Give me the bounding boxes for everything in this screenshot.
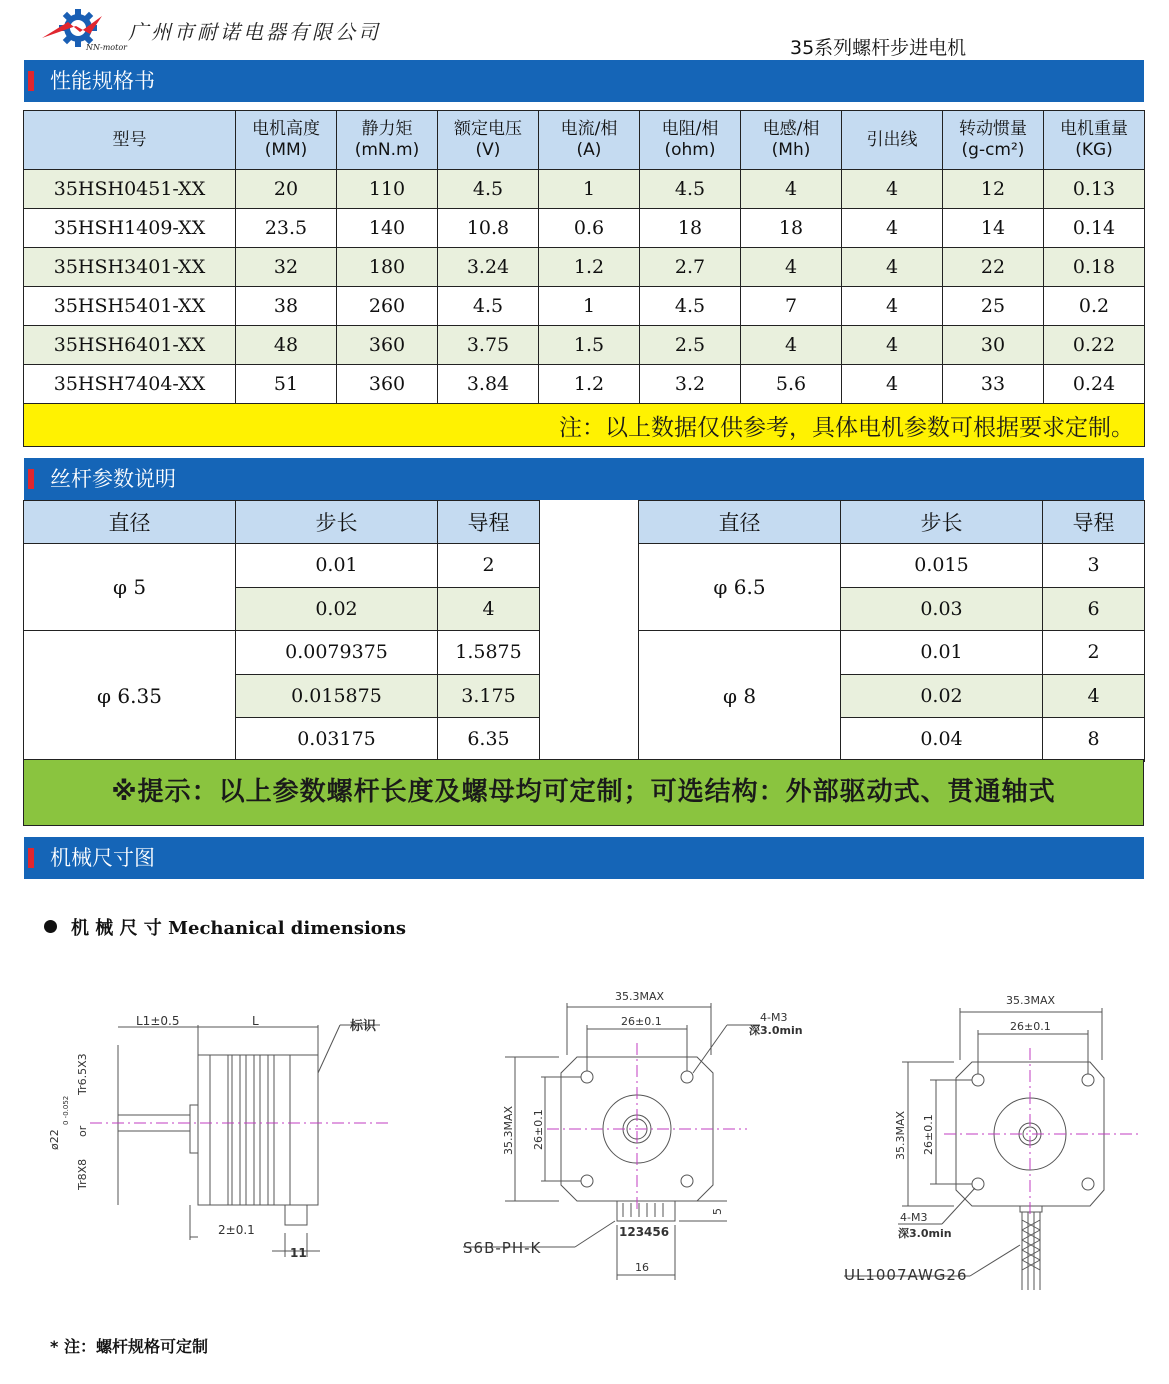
note-row xyxy=(24,404,1145,447)
section-header-mech xyxy=(24,837,1144,879)
motor-body xyxy=(198,1055,318,1205)
table-cell: 0.18 xyxy=(1044,248,1145,287)
section-header-screw xyxy=(24,458,1144,500)
table-cell: 0.03 xyxy=(841,587,1043,631)
table-cell: 18 xyxy=(640,209,741,248)
table-cell: 140 xyxy=(337,209,438,248)
wire-label: UL1007AWG26 xyxy=(844,1266,968,1284)
table-cell: 23.5 xyxy=(236,209,337,248)
col-header: 导程 xyxy=(438,501,540,544)
table-cell: 0.02 xyxy=(841,674,1043,718)
depth-label: 深3.0min xyxy=(749,1024,803,1037)
table-cell: 14 xyxy=(943,209,1044,248)
or-label: or xyxy=(76,1125,89,1137)
table-cell: 4.5 xyxy=(438,287,539,326)
table-row xyxy=(24,248,1145,287)
table-cell: 18 xyxy=(741,209,842,248)
table-cell: 1.2 xyxy=(539,365,640,404)
spec-header-row xyxy=(24,111,1145,170)
model-cell: 35HSH6401-XX xyxy=(24,326,236,365)
table-row xyxy=(24,631,540,675)
table-cell: 1 xyxy=(539,170,640,209)
table-cell: 0.6 xyxy=(539,209,640,248)
col-header: 电机重量 (KG) xyxy=(1044,111,1145,170)
table-cell: 1.5 xyxy=(539,326,640,365)
table-cell: 0.13 xyxy=(1044,170,1145,209)
screws-label: 4-M3 xyxy=(760,1011,788,1024)
table-cell: 4 xyxy=(842,170,943,209)
five-label: 5 xyxy=(711,1208,724,1215)
front-view-drawing xyxy=(455,985,815,1290)
max-height-label: 35.3MAX xyxy=(502,1105,515,1155)
table-cell: 0.04 xyxy=(841,718,1043,762)
table-cell: 0.0079375 xyxy=(236,631,438,675)
model-cell: 35HSH7404-XX xyxy=(24,365,236,404)
col-header: 电机高度 (MM) xyxy=(236,111,337,170)
tr8-label: Tr8X8 xyxy=(76,1158,89,1190)
table-row xyxy=(24,326,1145,365)
rear-max-height-label: 35.3MAX xyxy=(894,1110,907,1160)
col-header: 静力矩 (mN.m) xyxy=(337,111,438,170)
mech-title-text: 机 械 尺 寸 Mechanical dimensions xyxy=(71,918,407,939)
lead-wires xyxy=(1022,1212,1040,1280)
side-view-drawing xyxy=(40,1005,400,1265)
table-cell: 0.03175 xyxy=(236,718,438,762)
lead-header-row xyxy=(24,501,540,544)
table-cell: 3.175 xyxy=(438,674,540,718)
section-title: 性能规格书 xyxy=(50,69,155,93)
table-cell: 4 xyxy=(438,587,540,631)
table-cell: 7 xyxy=(741,287,842,326)
rear-screws-label: 4-M3 xyxy=(900,1211,928,1224)
table-cell: 4 xyxy=(741,170,842,209)
table-cell: 0.01 xyxy=(236,544,438,588)
spec-table xyxy=(23,110,1145,447)
rear-max-width-label: 35.3MAX xyxy=(1006,994,1056,1007)
customization-tip: ※提示：以上参数螺杆长度及螺母均可定制；可选结构：外部驱动式、贯通轴式 xyxy=(23,759,1144,826)
diameter-cell: φ 6.5 xyxy=(639,544,841,631)
max-width-label: 35.3MAX xyxy=(615,990,665,1003)
table-cell: 1.5875 xyxy=(438,631,540,675)
eleven-label: 11 xyxy=(290,1246,307,1260)
table-cell: 0.2 xyxy=(1044,287,1145,326)
rear-depth-label: 深3.0min xyxy=(898,1227,952,1240)
l-label: L xyxy=(252,1014,259,1028)
table-cell: 4 xyxy=(842,209,943,248)
connector-label: S6B-PH-K xyxy=(463,1239,542,1257)
col-header: 步长 xyxy=(841,501,1043,544)
rear-hole-spacing-label: 26±0.1 xyxy=(1010,1020,1051,1033)
sixteen-label: 16 xyxy=(635,1261,649,1274)
diameter-cell: φ 6.35 xyxy=(24,631,236,762)
col-header: 步长 xyxy=(236,501,438,544)
table-cell: 48 xyxy=(236,326,337,365)
lead-table-left xyxy=(23,500,540,762)
table-cell: 4 xyxy=(741,248,842,287)
table-cell: 0.015 xyxy=(841,544,1043,588)
col-header: 电阻/相 (ohm) xyxy=(640,111,741,170)
table-cell: 3.75 xyxy=(438,326,539,365)
table-cell: 3.24 xyxy=(438,248,539,287)
table-row xyxy=(24,287,1145,326)
section-title: 机械尺寸图 xyxy=(50,846,155,870)
mechanical-dimensions-title xyxy=(44,914,406,940)
section-marker xyxy=(28,848,34,868)
table-cell: 1 xyxy=(539,287,640,326)
table-cell: 4.5 xyxy=(640,287,741,326)
table-cell: 2 xyxy=(438,544,540,588)
company-logo xyxy=(40,8,127,52)
table-cell: 22 xyxy=(943,248,1044,287)
table-cell: 10.8 xyxy=(438,209,539,248)
table-row xyxy=(639,544,1145,588)
hole-spacing-label: 26±0.1 xyxy=(621,1015,662,1028)
lead-table-right xyxy=(638,500,1145,762)
table-cell: 4 xyxy=(1043,674,1145,718)
col-header: 电感/相 (Mh) xyxy=(741,111,842,170)
section-header-spec xyxy=(24,60,1144,102)
diameter-cell: φ 5 xyxy=(24,544,236,631)
col-header: 额定电压 (V) xyxy=(438,111,539,170)
l1-label: L1±0.5 xyxy=(136,1014,180,1028)
connector xyxy=(617,1201,675,1221)
company-name: 广州市耐诺电器有限公司 xyxy=(128,20,381,44)
table-row xyxy=(24,544,540,588)
table-cell: 4 xyxy=(842,326,943,365)
table-cell: 360 xyxy=(337,365,438,404)
dia-tolerance-label: 0 -0.052 xyxy=(62,1095,70,1125)
table-cell: 2.5 xyxy=(640,326,741,365)
table-cell: 8 xyxy=(1043,718,1145,762)
table-cell: 3 xyxy=(1043,544,1145,588)
table-cell: 2.7 xyxy=(640,248,741,287)
rear-hole-spacing-v-label: 26±0.1 xyxy=(922,1114,935,1155)
section-marker xyxy=(28,71,34,91)
col-header: 导程 xyxy=(1043,501,1145,544)
table-cell: 5.6 xyxy=(741,365,842,404)
document-title: 35系列螺杆步进电机 xyxy=(790,37,967,59)
table-cell: 3.84 xyxy=(438,365,539,404)
table-cell: 260 xyxy=(337,287,438,326)
table-cell: 0.01 xyxy=(841,631,1043,675)
table-cell: 0.22 xyxy=(1044,326,1145,365)
table-cell: 4 xyxy=(842,248,943,287)
model-cell: 35HSH1409-XX xyxy=(24,209,236,248)
table-cell: 4 xyxy=(842,365,943,404)
table-cell: 4.5 xyxy=(438,170,539,209)
table-cell: 38 xyxy=(236,287,337,326)
table-cell: 20 xyxy=(236,170,337,209)
table-cell: 2 xyxy=(1043,631,1145,675)
model-cell: 35HSH5401-XX xyxy=(24,287,236,326)
bullet-icon xyxy=(44,920,57,933)
pins-label: 123456 xyxy=(619,1225,670,1239)
pilot-label: 2±0.1 xyxy=(218,1223,255,1237)
table-cell: 0.14 xyxy=(1044,209,1145,248)
dia-label: ø22 xyxy=(48,1129,61,1150)
logo-text: NN-motor xyxy=(86,43,127,52)
table-cell: 0.24 xyxy=(1044,365,1145,404)
table-cell: 1.2 xyxy=(539,248,640,287)
mark-label: 标识 xyxy=(350,1019,377,1034)
table-cell: 6.35 xyxy=(438,718,540,762)
table-cell: 6 xyxy=(1043,587,1145,631)
table-cell: 32 xyxy=(236,248,337,287)
table-cell: 12 xyxy=(943,170,1044,209)
table-cell: 33 xyxy=(943,365,1044,404)
hole-spacing-v-label: 26±0.1 xyxy=(532,1109,545,1150)
col-header: 转动惯量 (g-cm²) xyxy=(943,111,1044,170)
col-header: 直径 xyxy=(639,501,841,544)
table-cell: 0.015875 xyxy=(236,674,438,718)
lead-header-row xyxy=(639,501,1145,544)
table-cell: 25 xyxy=(943,287,1044,326)
table-cell: 4 xyxy=(842,287,943,326)
table-cell: 110 xyxy=(337,170,438,209)
model-cell: 35HSH0451-XX xyxy=(24,170,236,209)
table-cell: 360 xyxy=(337,326,438,365)
section-marker xyxy=(28,469,34,489)
spec-note: 注：以上数据仅供参考，具体电机参数可根据要求定制。 xyxy=(24,404,1145,447)
col-header: 电流/相 (A) xyxy=(539,111,640,170)
col-header: 型号 xyxy=(24,111,236,170)
table-cell: 0.02 xyxy=(236,587,438,631)
rear-view-drawing xyxy=(840,990,1150,1300)
table-row xyxy=(639,631,1145,675)
col-header: 直径 xyxy=(24,501,236,544)
table-row xyxy=(24,365,1145,404)
model-cell: 35HSH3401-XX xyxy=(24,248,236,287)
tr65-label: Tr6.5X3 xyxy=(76,1053,89,1095)
table-cell: 3.2 xyxy=(640,365,741,404)
col-header: 引出线 xyxy=(842,111,943,170)
table-cell: 30 xyxy=(943,326,1044,365)
table-cell: 180 xyxy=(337,248,438,287)
footnote: * 注：螺杆规格可定制 xyxy=(50,1337,208,1356)
table-cell: 4 xyxy=(741,326,842,365)
diameter-cell: φ 8 xyxy=(639,631,841,762)
section-title: 丝杆参数说明 xyxy=(50,467,176,491)
table-cell: 51 xyxy=(236,365,337,404)
table-row xyxy=(24,170,1145,209)
table-row xyxy=(24,209,1145,248)
table-cell: 4.5 xyxy=(640,170,741,209)
